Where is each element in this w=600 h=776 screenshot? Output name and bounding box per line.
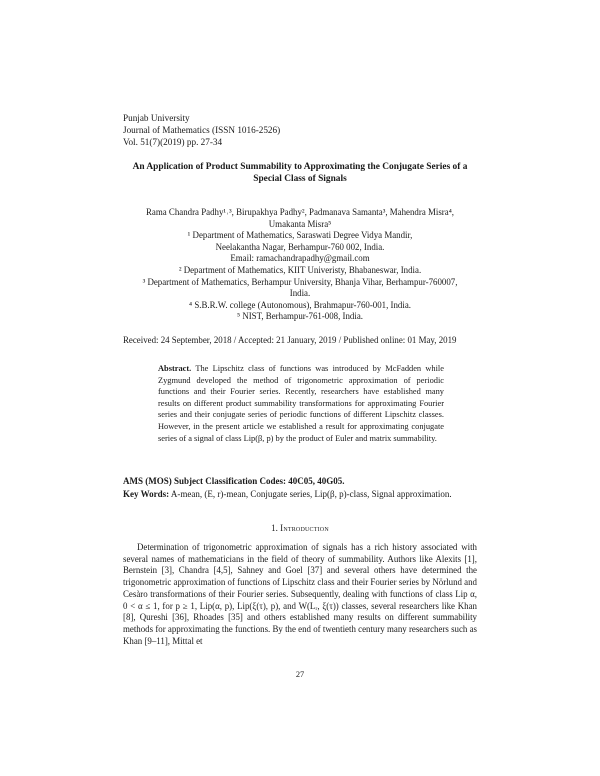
section-heading bbox=[120, 523, 480, 533]
abstract-label: Abstract. bbox=[158, 364, 192, 373]
author-block bbox=[120, 207, 480, 323]
authors-line-2: Umakanta Misra⁵ bbox=[268, 218, 332, 229]
publication-dates: Received: 24 September, 2018 / Accepted: 21 January, 2019 / Published online: 01 May, 2019 bbox=[123, 335, 457, 345]
title-line-2: Special Class of Signals bbox=[253, 174, 347, 185]
affiliation-line: ⁴ S.B.R.W. college (Autonomous), Brahmapur-760-001, India. bbox=[189, 299, 411, 310]
journal-volume: Vol. 51(7)(2019) pp. 27-34 bbox=[123, 137, 223, 148]
affiliation-line: ¹ Department of Mathematics, Saraswati Degree Vidya Mandir, bbox=[187, 230, 413, 241]
author-email: Email: ramachandrapadhy@gmail.com bbox=[230, 253, 370, 264]
section-title: Introduction bbox=[280, 523, 329, 533]
affiliation-line: ³ Department of Mathematics, Berhampur University, Bhanja Vihar, Berhampur-760007, bbox=[142, 276, 458, 287]
abstract bbox=[158, 363, 444, 444]
journal-header bbox=[123, 112, 280, 149]
journal-university: Punjab University bbox=[123, 113, 190, 123]
keywords bbox=[123, 488, 477, 500]
title-line-1: An Application of Product Summability to Approximating the Conjugate Series of a bbox=[132, 162, 468, 172]
ams-classification: AMS (MOS) Subject Classification Codes: 40C05, 40G05. bbox=[123, 476, 345, 486]
paper-title bbox=[120, 161, 480, 186]
intro-paragraph: Determination of trigonometric approximation of signals has a rich history associated with several names of mathematicians in the field of theory of summability. Authors like Alexits [1], Bernstein [3], Chandra [4,5], Sahney and Goel [37] and several others have determined the trigonometric approximation of functions of Lipschitz class and their Fourier series by Nörlund and Cesàro transformations of their Fourier series. Subsequently, dealing with functions of class Lip α, 0 < α ≤ 1, for p ≥ 1, Lip(α, p), Lip(ξ(τ), p), and W(Lᵣ, ξ(τ)) classes, several researchers like Khan [8], Qureshi [36], Rhoades [35] and others established many results on different summability methods for approximating the functions. By the end of twentieth century many researchers such as Khan [9–11], Mittal et bbox=[123, 542, 477, 646]
keywords-label: Key Words: bbox=[123, 489, 170, 499]
page-number: 27 bbox=[295, 670, 305, 679]
section-number: 1. bbox=[271, 523, 278, 533]
authors-line-1: Rama Chandra Padhy¹˒³, Birupakhya Padhy², Padmanava Samanta³, Mahendra Misra⁴, bbox=[145, 207, 455, 217]
affiliation-line: India. bbox=[289, 288, 311, 299]
keywords-text: A-mean, (E, r)-mean, Conjugate series, Lip(β, p)-class, Signal approximation. bbox=[170, 489, 452, 499]
affiliation-line: ² Department of Mathematics, KIIT Univeristy, Bhabaneswar, India. bbox=[178, 264, 422, 275]
journal-name: Journal of Mathematics (ISSN 1016-2526) bbox=[123, 125, 281, 136]
affiliation-line: Neelakantha Nagar, Berhampur-760 002, India. bbox=[215, 241, 385, 252]
abstract-text: The Lipschitz class of functions was introduced by McFadden while Zygmund developed the method of trigonometric approximation of periodic functions and their Fourier series. Recently, researchers have established many results on different product summability transformations for approximating Fourier series and their conjugate series of periodic functions of different Lipschitz classes. However, in the present article we established a result for approximating conjugate series of a signal of class Lip(β, p) by the product of Euler and matrix summability. bbox=[158, 364, 444, 443]
affiliation-line: ⁵ NIST, Berhampur-761-008, India. bbox=[237, 311, 363, 322]
